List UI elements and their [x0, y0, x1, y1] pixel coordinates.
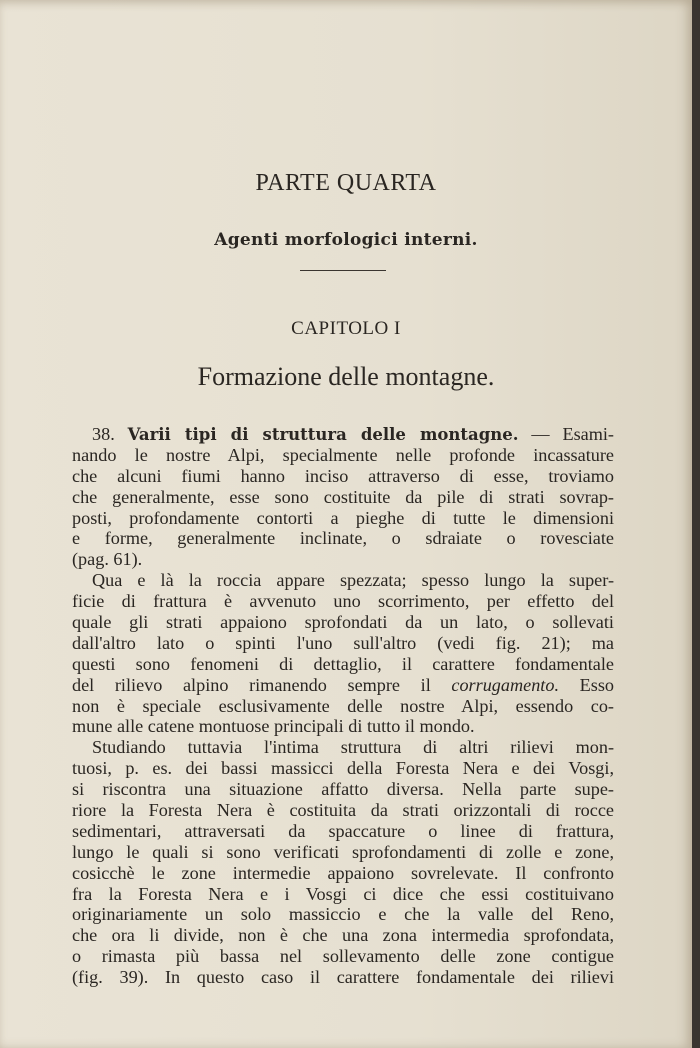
part-title: PARTE QUARTA [255, 170, 437, 196]
section-number: 38. [92, 424, 115, 444]
text-line: questi sono fenomeni di dettaglio, il carattere fondamentale [72, 653, 614, 674]
italic-term: corrugamento. [451, 674, 559, 695]
text-fragment: del rilievo alpino rimanendo sempre il [72, 674, 431, 695]
text-line: mune alle catene montuose principali di tutto il mondo. [72, 716, 475, 737]
text-line: lungo le quali si sono verificati sprofondamenti di zolle e zone, [72, 841, 614, 862]
text-line: quale gli strati appaiono sprofondati da un lato, o sollevati [72, 612, 614, 633]
text-line: sedimentari, attraversati da spaccature o linee di frattura, [72, 820, 614, 841]
text-line: Qua e là la roccia appare spezzata; spesso lungo la super- [92, 570, 614, 591]
section-heading: Varii tipi di struttura delle montagne. [127, 425, 519, 444]
section-first-line-tail: — Esami- [531, 424, 614, 444]
text-line-with-italic [72, 675, 614, 696]
text-line: che generalmente, esse sono costituite da pile di strati sovrap- [72, 486, 614, 507]
text-line: che ora li divide, non è che una zona intermedia sprofondata, [72, 925, 614, 946]
text-line: ficie di frattura è avvenuto uno scorrimento, per effetto del [72, 591, 614, 612]
text-line: posti, profondamente contorti a pieghe di tutte le dimensioni [72, 507, 614, 528]
chapter-label: CAPITOLO I [291, 318, 401, 339]
text-line: fra la Foresta Nera e i Vosgi ci dice che essi costituivano [72, 883, 614, 904]
text-line: dall'altro lato o spinti l'uno sull'altro (vedi fig. 21); ma [72, 632, 614, 653]
text-line: (pag. 61). [72, 549, 143, 570]
body-text [72, 424, 614, 988]
text-line: o rimasta più bassa nel sollevamento delle zone contigue [72, 946, 614, 967]
chapter-title: Formazione delle montagne. [197, 362, 495, 391]
text-line: tuosi, p. es. dei bassi massicci della Foresta Nera e dei Vosgi, [72, 758, 614, 779]
title-rule [300, 270, 386, 271]
text-line: non è speciale esclusivamente delle nostre Alpi, essendo co- [72, 695, 614, 716]
text-line: si riscontra una situazione affatto diversa. Nella parte supe- [72, 779, 614, 800]
text-line: riore la Foresta Nera è costituita da strati orizzontali di rocce [72, 800, 614, 821]
text-line: che alcuni fiumi hanno inciso attraverso di esse, troviamo [72, 465, 614, 486]
text-line: nando le nostre Alpi, specialmente nelle profonde incassature [72, 444, 614, 465]
text-line: (fig. 39). In questo caso il carattere fondamentale dei rilievi [72, 967, 614, 988]
text-line: e forme, generalmente inclinate, o sdraiate o rovesciate [72, 528, 614, 549]
text-fragment: Esso [579, 674, 614, 695]
text-line: Studiando tuttavia l'intima struttura di altri rilievi mon- [92, 737, 614, 758]
text-line: originariamente un solo massiccio e che la valle del Reno, [72, 904, 614, 925]
text-line: cosicchè le zone intermedie appaiono sovrelevate. Il confronto [72, 862, 614, 883]
part-subtitle: Agenti morfologici interni. [214, 230, 478, 250]
section-heading-line [72, 424, 614, 445]
